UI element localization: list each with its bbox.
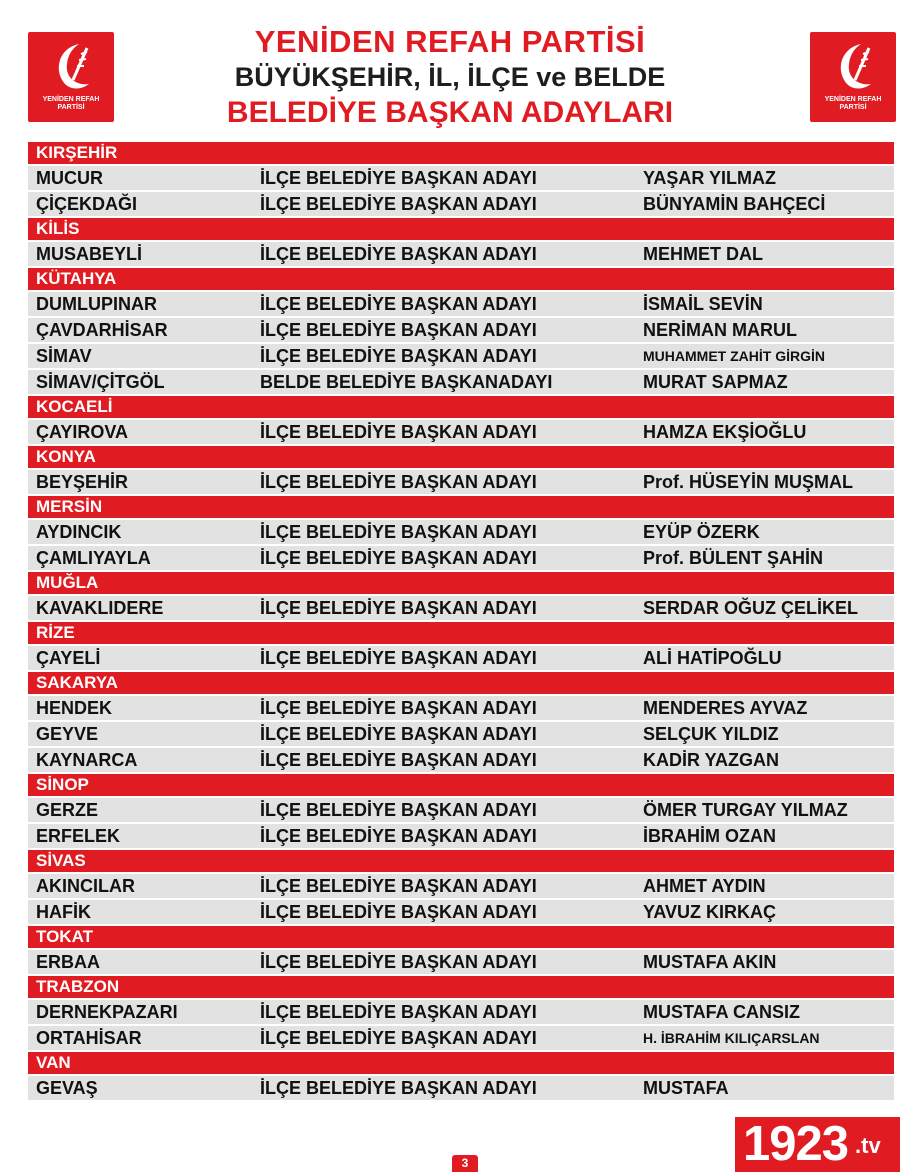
candidate-cell: EYÜP ÖZERK (643, 522, 760, 542)
province-header: TRABZON (28, 976, 894, 998)
title-subtitle: BÜYÜKŞEHİR, İL, İLÇE ve BELDE (234, 62, 666, 92)
district-cell: KAVAKLIDERE (36, 598, 164, 618)
district-cell: KAYNARCA (36, 750, 138, 770)
candidate-cell: Prof. HÜSEYİN MUŞMAL (643, 472, 854, 492)
candidate-row (28, 470, 894, 494)
candidate-row (28, 546, 894, 570)
candidate-cell: SELÇUK YILDIZ (643, 724, 779, 744)
candidate-row (28, 192, 894, 216)
district-cell: ERFELEK (36, 826, 121, 846)
district-cell: GEVAŞ (36, 1078, 98, 1098)
candidate-cell: MUSTAFA CANSIZ (643, 1002, 800, 1022)
position-cell: İLÇE BELEDİYE BAŞKAN ADAYI (260, 800, 537, 820)
district-cell: MUCUR (36, 168, 103, 188)
district-cell: ÇAVDARHİSAR (36, 320, 168, 340)
province-header: VAN (28, 1052, 894, 1074)
district-cell: ÇİÇEKDAĞI (36, 194, 138, 214)
province-header: MUĞLA (28, 572, 894, 594)
district-cell: AKINCILAR (36, 876, 135, 896)
province-header: MERSİN (28, 496, 894, 518)
position-cell: İLÇE BELEDİYE BAŞKAN ADAYI (260, 876, 537, 896)
candidate-row (28, 520, 894, 544)
candidate-row (28, 1076, 894, 1100)
candidate-row (28, 722, 894, 746)
position-cell: İLÇE BELEDİYE BAŞKAN ADAYI (260, 194, 537, 214)
candidate-row (28, 596, 894, 620)
candidate-cell: ALİ HATİPOĞLU (643, 648, 782, 668)
candidate-row (28, 696, 894, 720)
candidate-row (28, 646, 894, 670)
candidate-row (28, 1026, 894, 1050)
candidate-row (28, 900, 894, 924)
party-logo-right (810, 32, 896, 122)
position-cell: İLÇE BELEDİYE BAŞKAN ADAYI (260, 422, 537, 442)
candidate-row (28, 1000, 894, 1024)
position-cell: İLÇE BELEDİYE BAŞKAN ADAYI (260, 294, 537, 314)
candidate-cell: YAVUZ KIRKAÇ (643, 902, 777, 922)
district-cell: HENDEK (36, 698, 113, 718)
candidate-row (28, 318, 894, 342)
province-header: SİNOP (28, 774, 894, 796)
district-cell: GEYVE (36, 724, 99, 744)
position-cell: İLÇE BELEDİYE BAŞKAN ADAYI (260, 548, 537, 568)
candidate-cell: MENDERES AYVAZ (643, 698, 808, 718)
candidate-cell: ÖMER TURGAY YILMAZ (643, 800, 848, 820)
district-cell: BEYŞEHİR (36, 472, 129, 492)
candidate-cell: MURAT SAPMAZ (643, 372, 788, 392)
candidate-cell: İSMAİL SEVİN (643, 294, 763, 314)
position-cell: İLÇE BELEDİYE BAŞKAN ADAYI (260, 826, 537, 846)
party-logo-left (28, 32, 114, 122)
district-cell: SİMAV/ÇİTGÖL (36, 372, 165, 392)
logo-text: YENİDEN REFAH PARTİSİ (42, 96, 100, 111)
province-header: KİLİS (28, 218, 894, 240)
crescent-wheat-icon (49, 40, 93, 92)
position-cell: İLÇE BELEDİYE BAŞKAN ADAYI (260, 698, 537, 718)
position-cell: İLÇE BELEDİYE BAŞKAN ADAYI (260, 902, 537, 922)
district-cell: HAFİK (36, 902, 91, 922)
district-cell: GERZE (36, 800, 99, 820)
district-cell: ÇAYIROVA (36, 422, 129, 442)
position-cell: İLÇE BELEDİYE BAŞKAN ADAYI (260, 522, 537, 542)
position-cell: İLÇE BELEDİYE BAŞKAN ADAYI (260, 648, 537, 668)
candidate-row (28, 344, 894, 368)
candidate-row (28, 950, 894, 974)
candidate-cell: KADİR YAZGAN (643, 750, 780, 770)
position-cell: İLÇE BELEDİYE BAŞKAN ADAYI (260, 952, 537, 972)
district-cell: MUSABEYLİ (36, 244, 143, 264)
district-cell: DERNEKPAZARI (36, 1002, 178, 1022)
candidate-cell: YAŞAR YILMAZ (643, 168, 777, 188)
candidate-list (28, 140, 894, 1100)
candidate-row (28, 242, 894, 266)
candidate-row (28, 370, 894, 394)
candidate-cell: SERDAR OĞUZ ÇELİKEL (643, 598, 859, 618)
district-cell: ÇAYELİ (36, 648, 101, 668)
candidate-row (28, 166, 894, 190)
candidate-cell: HAMZA EKŞİOĞLU (643, 422, 807, 442)
candidate-row (28, 824, 894, 848)
watermark-number: 1923 (743, 1117, 849, 1171)
candidate-cell: MEHMET DAL (643, 244, 763, 264)
page-header (0, 0, 900, 140)
province-header: KOCAELİ (28, 396, 894, 418)
position-cell: İLÇE BELEDİYE BAŞKAN ADAYI (260, 1028, 537, 1048)
candidate-cell: MUHAMMET ZAHİT GİRGİN (643, 348, 825, 364)
crescent-wheat-icon (831, 40, 875, 92)
candidate-cell: MUSTAFA (643, 1078, 729, 1098)
position-cell: İLÇE BELEDİYE BAŞKAN ADAYI (260, 598, 537, 618)
district-cell: AYDINCIK (36, 522, 122, 542)
candidate-row (28, 420, 894, 444)
district-cell: DUMLUPINAR (36, 294, 157, 314)
candidate-cell: BÜNYAMİN BAHÇECİ (643, 194, 826, 214)
position-cell: İLÇE BELEDİYE BAŞKAN ADAYI (260, 168, 537, 188)
candidate-row (28, 292, 894, 316)
candidate-cell: NERİMAN MARUL (643, 320, 797, 340)
district-cell: ÇAMLIYAYLA (36, 548, 151, 568)
province-header: SAKARYA (28, 672, 894, 694)
province-header: SİVAS (28, 850, 894, 872)
candidate-cell: AHMET AYDIN (643, 876, 766, 896)
province-header: TOKAT (28, 926, 894, 948)
district-cell: ERBAA (36, 952, 101, 972)
position-cell: İLÇE BELEDİYE BAŞKAN ADAYI (260, 750, 537, 770)
position-cell: İLÇE BELEDİYE BAŞKAN ADAYI (260, 724, 537, 744)
page-number: 3 (452, 1155, 478, 1172)
province-header: RİZE (28, 622, 894, 644)
position-cell: İLÇE BELEDİYE BAŞKAN ADAYI (260, 244, 537, 264)
position-cell: İLÇE BELEDİYE BAŞKAN ADAYI (260, 346, 537, 366)
watermark-tld: .tv (855, 1133, 881, 1158)
candidate-row (28, 798, 894, 822)
title-candidates: BELEDİYE BAŞKAN ADAYLARI (226, 96, 674, 129)
district-cell: SİMAV (36, 346, 92, 366)
province-header: KONYA (28, 446, 894, 468)
logo-text: YENİDEN REFAH PARTİSİ (824, 96, 882, 111)
province-header: KÜTAHYA (28, 268, 894, 290)
district-cell: ORTAHİSAR (36, 1028, 142, 1048)
position-cell: İLÇE BELEDİYE BAŞKAN ADAYI (260, 1078, 537, 1098)
position-cell: BELDE BELEDİYE BAŞKANADAYI (260, 372, 553, 392)
candidate-cell: İBRAHİM OZAN (643, 826, 776, 846)
position-cell: İLÇE BELEDİYE BAŞKAN ADAYI (260, 472, 537, 492)
candidate-cell: Prof. BÜLENT ŞAHİN (643, 548, 823, 568)
candidate-cell: H. İBRAHİM KILIÇARSLAN (643, 1030, 820, 1046)
site-watermark (735, 1117, 900, 1172)
title-party-name: YENİDEN REFAH PARTİSİ (254, 24, 646, 59)
position-cell: İLÇE BELEDİYE BAŞKAN ADAYI (260, 1002, 537, 1022)
candidate-cell: MUSTAFA AKIN (643, 952, 777, 972)
candidate-row (28, 874, 894, 898)
candidate-row (28, 748, 894, 772)
province-header: KIRŞEHİR (28, 142, 894, 164)
position-cell: İLÇE BELEDİYE BAŞKAN ADAYI (260, 320, 537, 340)
